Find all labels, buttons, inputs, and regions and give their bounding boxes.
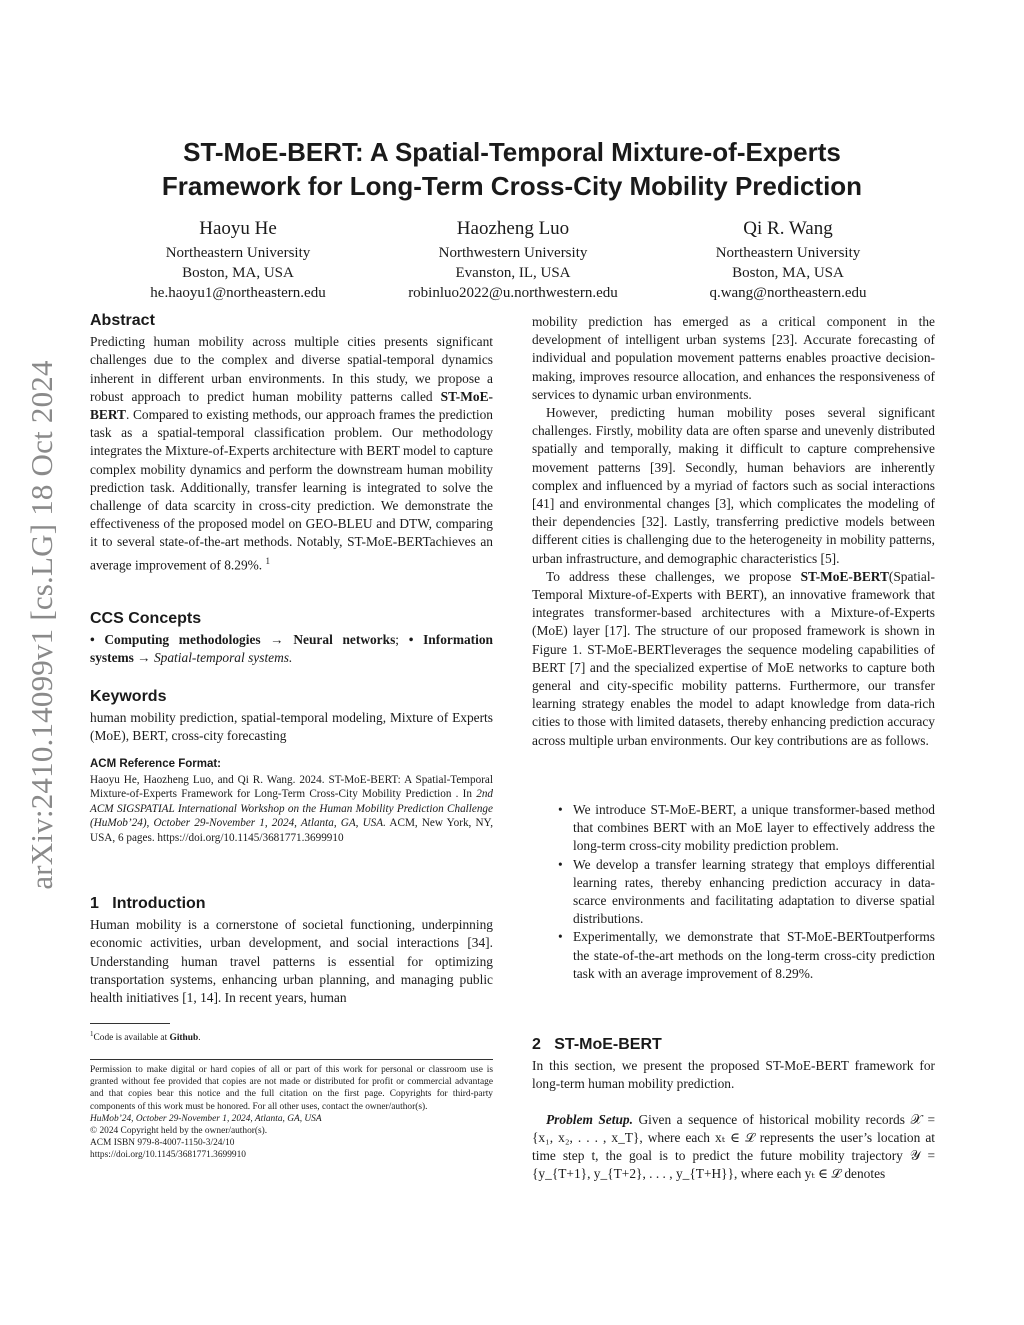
footnote-number: 1: [90, 1030, 94, 1038]
permission-text: Permission to make digital or hard copies of all or part of this work for personal or classroom use is granted without fee provided that copies are not made or distributed for profit or commercial advantage and that copies bear this notice and the full citation on the first page. Copyrights for third-party components of this work must be honored. For all other uses, contact the owner/author(s).: [90, 1065, 493, 1112]
author-email: he.haoyu1@northeastern.edu: [150, 285, 326, 301]
footnote-text: Code is available at: [93, 1033, 170, 1044]
paper-title: [90, 135, 934, 203]
author-location: Boston, MA, USA: [182, 265, 294, 281]
acm-ref-text-a: Haoyu He, Haozheng Luo, and Qi R. Wang. 2024. ST-MoE-BERT: A Spatial-Temporal Mixture-of-Experts Framework for Long-Term Cross-City Mobility Prediction . In: [90, 773, 493, 801]
author-email: q.wang@northeastern.edu: [709, 285, 867, 301]
author-name: Haoyu He: [199, 218, 277, 239]
intro-p3-b: (Spatial-Temporal Mixture-of-Experts with BERT), an innovative framework that integrates transformer-based architectures with a Mixture-of-Experts (MoE) layer [17]. The structure of our proposed framework is shown in Figure 1. ST-MoE-BERTleverages the sequence modeling capabilities of BERT [7] and the specialized expertise of MoE networks to capture both general and city-specific mobility patterns. Furthermore, our transfer learning strategy enables the model to adapt knowledge from data-rich cities to those with limited datasets, thereby enhancing prediction accuracy across multiple urban environments. Our key contributions are as follows.: [532, 568, 935, 748]
permission-doi[interactable]: https://doi.org/10.1145/3681771.3699910: [90, 1150, 246, 1161]
ccs-heading: CCS Concepts: [90, 610, 202, 627]
introduction-section: [90, 895, 493, 1007]
intro-paragraph-2: However, predicting human mobility poses several significant challenges. Firstly, mobility data are often sparse and unevenly distributed spatially and temporally, making it difficult to capture comprehensive movement patterns [39]. Secondly, human behaviors are inherently complex and influenced by a myriad of factors such as social interactions [41] and environmental changes [3], which complicates the modeling of their dependencies [32]. Lastly, transferring predictive models between different cities is challenging due to the heterogeneity in mobility patterns, urban infrastructure, and demographic characteristics [5].: [532, 405, 935, 566]
section-2: [532, 1036, 935, 1183]
footnote-mark[interactable]: 1: [265, 555, 271, 566]
problem-setup-text: Given a sequence of historical mobility records 𝒳 = {x₁, x₂, . . . , x_T}, where each xₜ ∈ ℒ represents the user’s location at time step t, the goal is to predict the future mobility trajectory 𝒴 = {y_{T+1}, y_{T+2}, . . . , y_{T+H}}, where each yₜ ∈ ℒ denotes: [532, 1111, 935, 1182]
contributions-list: [532, 801, 935, 983]
intro-heading: [90, 895, 493, 913]
permission-rule: [90, 1059, 493, 1060]
contribution-item: • We introduce ST-MoE-BERT, a unique transformer-based method that combines BERT with an MoE layer to effectively address the long-term cross-city mobility prediction problem.: [573, 801, 935, 856]
intro-number: 1: [90, 895, 99, 912]
keywords-text: human mobility prediction, spatial-temporal modeling, Mixture of Experts (MoE), BERT, cross-city forecasting: [90, 710, 493, 744]
contribution-item: • Experimentally, we demonstrate that ST-MoE-BERToutperforms the state-of-the-art methods on the long-term cross-city prediction task with an average improvement of 8.29%.: [573, 928, 935, 983]
abstract-heading: Abstract: [90, 312, 155, 329]
author-block-2: [388, 216, 638, 303]
abstract-text-a: Predicting human mobility across multiple cities presents significant challenges due to the complex and diverse spatial-temporal dynamics inherent in different urban environments. In this study, we propose a robust approach to predict human mobility patterns called: [90, 334, 493, 404]
permission-venue: HuMob’24, October 29-November 1, 2024, Atlanta, GA, USA: [90, 1113, 322, 1124]
section-2-number: 2: [532, 1036, 541, 1053]
section-2-paragraph-1: In this section, we present the proposed ST-MoE-BERT framework for long-term human mobility prediction.: [532, 1058, 935, 1092]
author-email: robinluo2022@u.northwestern.edu: [408, 285, 618, 301]
section-2-heading-text: ST-MoE-BERT: [554, 1036, 662, 1053]
author-block-1: [138, 216, 338, 303]
author-location: Boston, MA, USA: [732, 265, 844, 281]
ccs-section: [90, 610, 493, 668]
author-name: Haozheng Luo: [456, 218, 570, 239]
contribution-item: • We develop a transfer learning strategy that employs differential learning rates, thereby enhancing prediction accuracy in data-scarce environments and facilitating adaptation to diverse spatial distributions.: [573, 856, 935, 929]
acm-reference: [90, 757, 493, 846]
intro-paragraph-3: [532, 568, 935, 750]
author-affiliation: Northeastern University: [165, 245, 311, 261]
abstract-model-name: ST-MoE-BERT: [90, 388, 493, 423]
title-line-1: ST-MoE-BERT: A Spatial-Temporal Mixture-of-Experts: [183, 137, 841, 167]
author-name: Qi R. Wang: [743, 218, 833, 239]
right-column: [532, 313, 935, 750]
ccs-item-1: • Computing methodologies → Neural networks: [90, 632, 396, 648]
ccs-text: [90, 631, 493, 667]
section-2-heading: [532, 1036, 935, 1054]
github-link[interactable]: Github: [169, 1033, 199, 1044]
arxiv-stamp: arXiv:2410.14099v1 [cs.LG] 18 Oct 2024: [24, 360, 59, 890]
intro-paragraph-1: Human mobility is a cornerstone of societal functioning, underpinning economic activities, urban development, and social interactions [34]. Understanding human travel patterns is essential for optimizing transportation systems, enhancing urban planning, and managing public health initiatives [1, 14]. In recent years, human: [90, 917, 493, 1006]
acm-ref-text-b[interactable]: ACM, New York, NY, USA, 6 pages. https://doi.org/10.1145/3681771.3699910: [90, 817, 493, 844]
footnote: [90, 1028, 493, 1044]
ccs-item-2: • Information systems →: [90, 632, 493, 666]
title-line-2: Framework for Long-Term Cross-City Mobility Prediction: [161, 171, 863, 201]
footnote-end: .: [198, 1033, 201, 1044]
author-location: Evanston, IL, USA: [455, 265, 571, 281]
intro-p3-a: To address these challenges, we propose: [546, 568, 801, 584]
author-affiliation: Northwestern University: [438, 245, 588, 261]
author-block-3: [688, 216, 888, 303]
left-column: [90, 312, 493, 574]
permission-block: [90, 1064, 493, 1162]
intro-p3-model: ST-MoE-BERT: [800, 568, 889, 584]
problem-setup-label: Problem Setup.: [546, 1111, 633, 1127]
abstract-text: [90, 333, 493, 574]
footnote-rule: [90, 1023, 170, 1024]
ccs-item-2-detail: Spatial-temporal systems.: [150, 650, 293, 666]
keywords-heading: Keywords: [90, 688, 167, 705]
acm-ref-heading: ACM Reference Format:: [90, 758, 221, 770]
intro-heading-text: Introduction: [112, 895, 206, 912]
acm-ref-text: [90, 773, 493, 846]
ccs-separator: ;: [395, 632, 409, 648]
acm-ref-venue: 2nd ACM SIGSPATIAL International Workshop on the Human Mobility Prediction Challenge (HuMob’24), October 29-November 1, 2024, Atlanta, GA, USA.: [90, 788, 493, 830]
permission-isbn: ACM ISBN 979-8-4007-1150-3/24/10: [90, 1138, 235, 1149]
abstract-text-b: . Compared to existing methods, our approach frames the prediction task as a spatial-temporal classification problem. Our methodology integrates the Mixture-of-Experts architecture with BERT model to capture complex mobility dynamics and perform the downstream human mobility prediction task. Additionally, transfer learning is integrated to solve the challenge of data scarcity in cross-city prediction. We demonstrate the effectiveness of the proposed model on GEO-BLEU and DTW, comparing it to several state-of-the-art methods. Notably, ST-MoE-BERTachieves an average improvement of 8.29%.: [90, 407, 493, 573]
author-affiliation: Northeastern University: [715, 245, 861, 261]
permission-copyright: © 2024 Copyright held by the owner/author(s).: [90, 1126, 268, 1137]
problem-setup-paragraph: [532, 1111, 935, 1184]
keywords-section: [90, 688, 493, 746]
intro-paragraph-1-cont: mobility prediction has emerged as a critical component in the development of intelligent urban systems [23]. Accurate forecasting of individual and population movement patterns enables proactive decision-making, improves resource allocation, and enhances the responsiveness of services to dynamic urban environments.: [532, 314, 935, 402]
